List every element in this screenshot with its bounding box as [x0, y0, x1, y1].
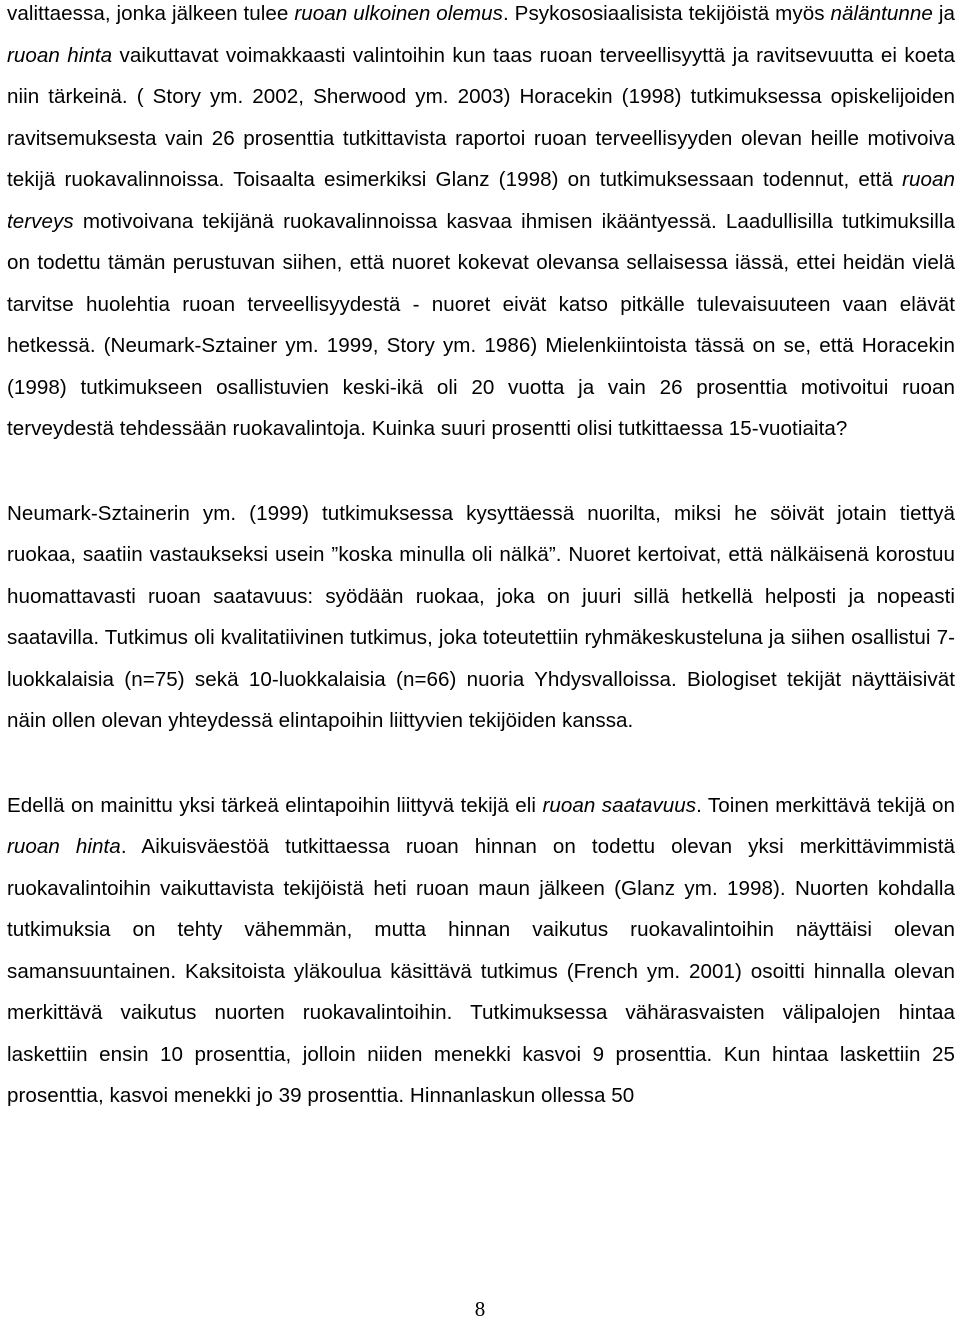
- paragraph-1: [7, 0, 955, 450]
- italic-text: ruoan hinta: [7, 43, 113, 67]
- text-run: . Psykososiaalisista tekijöistä myös: [502, 2, 831, 25]
- text-run: ja: [932, 2, 955, 25]
- document-page: [7, 0, 955, 1117]
- paragraph-3: [7, 785, 955, 1117]
- page-number: 8: [474, 1297, 486, 1321]
- italic-text: ruoan saatavuus: [542, 793, 697, 817]
- paragraph-2: [7, 493, 955, 742]
- text-run: . Toinen merkittävä tekijä on: [696, 793, 955, 817]
- text-run: vaikuttavat voimakkaasti valintoihin kun taas ruoan terveellisyyttä ja ravitsevuutta ei koeta niin tärkeinä. ( Story ym. 2002, Sherwood ym. 2003) Horacekin (1998) tutkimuksessa opiskelijoiden ravitsemuksesta vain 26 prosenttia tutkittavista raportoi ruoan terveellisyyden olevan heille motivoiva tekijä ruokavalinnoissa. Toisaalta esimerkiksi Glanz (1998) on tutkimuksessaan todennut, että: [7, 43, 955, 191]
- italic-text: näläntunne: [830, 2, 933, 25]
- text-run: valittaessa, jonka jälkeen tulee: [7, 2, 295, 25]
- italic-text: ruoan ulkoinen olemus: [294, 2, 503, 25]
- italic-text: ruoan terveys: [7, 168, 955, 233]
- text-run: Neumark-Sztainerin ym. (1999) tutkimuksessa kysyttäessä nuorilta, miksi he söivät jotain tiettyä ruokaa, saatiin vastaukseksi usein ”koska minulla oli nälkä”. Nuoret kertoivat, että nälkäisenä korostuu huomattavasti ruoan saatavuus: syödään ruokaa, joka on juuri sillä hetkellä helposti ja nopeasti saatavilla. Tutkimus oli kvalitatiivinen tutkimus, joka toteutettiin ryhmäkeskusteluna ja siihen osallistui 7-luokkalaisia (n=75) sekä 10-luokkalaisia (n=66) nuoria Yhdysvalloissa. Biologiset tekijät näyttäisivät näin ollen olevan yhteydessä elintapoihin liittyvien tekijöiden kanssa.: [7, 501, 955, 732]
- italic-text: ruoan hinta: [7, 835, 121, 858]
- text-run: motivoivana tekijänä ruokavalinnoissa kasvaa ihmisen ikääntyessä. Laadullisilla tutkimuksilla on todettu tämän perustuvan siihen, että nuoret kokevat olevansa sellaisessa iässä, ettei heidän vielä tarvitse huolehtia ruoan terveellisyydestä - nuoret eivät katso pitkälle tulevaisuuteen vaan elävät hetkessä. (Neumark-Sztainer ym. 1999, Story ym. 1986) Mielenkiintoista tässä on se, että Horacekin (1998) tutkimukseen osallistuvien keski-ikä oli 20 vuotta ja vain 26 prosenttia motivoitui ruoan terveydestä tehdessään ruokavalintoja. Kuinka suuri prosentti olisi tutkittaessa 15-vuotiaita?: [7, 209, 955, 440]
- text-run: . Aikuisväestöä tutkittaessa ruoan hinnan on todettu olevan yksi merkittävimmistä ruokavalintoihin vaikuttavista tekijöistä heti ruoan maun jälkeen (Glanz ym. 1998). Nuorten kohdalla tutkimuksia on tehty vähemmän, mutta hinnan vaikutus ruokavalintoihin näyttäisi olevan samansuuntainen. Kaksitoista yläkoulua käsittävä tutkimus (French ym. 2001) osoitti hinnalla olevan merkittävä vaikutus nuorten ruokavalintoihin. Tutkimuksessa vähärasvaisten välipalojen hintaa laskettiin ensin 10 prosenttia, jolloin niiden menekki kasvoi 9 prosenttia. Kun hintaa laskettiin 25 prosenttia, kasvoi menekki jo 39 prosenttia. Hinnanlaskun ollessa 50: [7, 835, 955, 1107]
- text-run: Edellä on mainittu yksi tärkeä elintapoihin liittyvä tekijä eli: [7, 793, 543, 817]
